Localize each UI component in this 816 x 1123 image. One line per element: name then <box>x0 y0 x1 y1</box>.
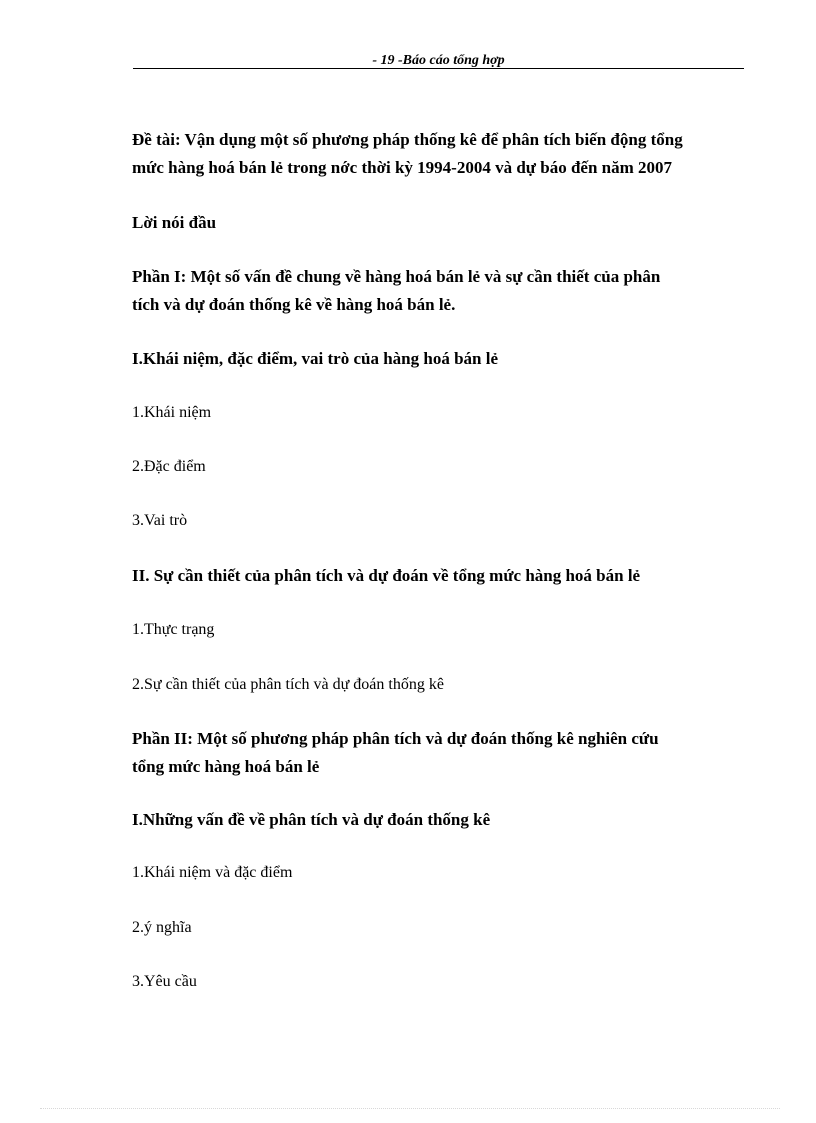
section-1-heading: I.Khái niệm, đặc điểm, vai trò của hàng hoá bán lẻ <box>132 349 499 368</box>
page-header-text: - 19 -Báo cáo tổng hợp <box>372 53 505 68</box>
part2-heading-line-1: Phần II: Một số phương pháp phân tích và dự đoán thống kê nghiên cứu <box>132 729 659 748</box>
section-3-heading: I.Những vấn đề về phân tích và dự đoán thống kê <box>132 810 491 829</box>
item-2-1: 1.Thực trạng <box>132 621 215 638</box>
part1-heading-line-1: Phần I: Một số vấn đề chung về hàng hoá bán lẻ và sự cần thiết của phân <box>132 267 661 286</box>
item-1-3: 3.Vai trò <box>132 512 188 529</box>
item-1-2: 2.Đặc điểm <box>132 458 206 475</box>
footer-dotted-rule <box>40 1108 780 1109</box>
header-rule <box>133 68 744 69</box>
foreword-heading: Lời nói đầu <box>132 213 217 232</box>
part2-heading-line-2: tổng mức hàng hoá bán lẻ <box>132 757 320 776</box>
part1-heading-line-2: tích và dự đoán thống kê về hàng hoá bán lẻ. <box>132 295 456 314</box>
item-2-2: 2.Sự cần thiết của phân tích và dự đoán thống kê <box>132 676 444 693</box>
item-1-1: 1.Khái niệm <box>132 404 212 421</box>
item-3-1: 1.Khái niệm và đặc điểm <box>132 864 293 881</box>
item-3-3: 3.Yêu cầu <box>132 973 197 990</box>
item-3-2: 2.ý nghĩa <box>132 919 192 936</box>
section-2-heading: II. Sự cần thiết của phân tích và dự đoán về tổng mức hàng hoá bán lẻ <box>132 566 641 585</box>
title-line-1: Đề tài: Vận dụng một số phương pháp thống kê để phân tích biến động tổng <box>132 130 683 149</box>
title-line-2: mức hàng hoá bán lẻ trong nớc thời kỳ 1994-2004 và dự báo đến năm 2007 <box>132 158 673 177</box>
